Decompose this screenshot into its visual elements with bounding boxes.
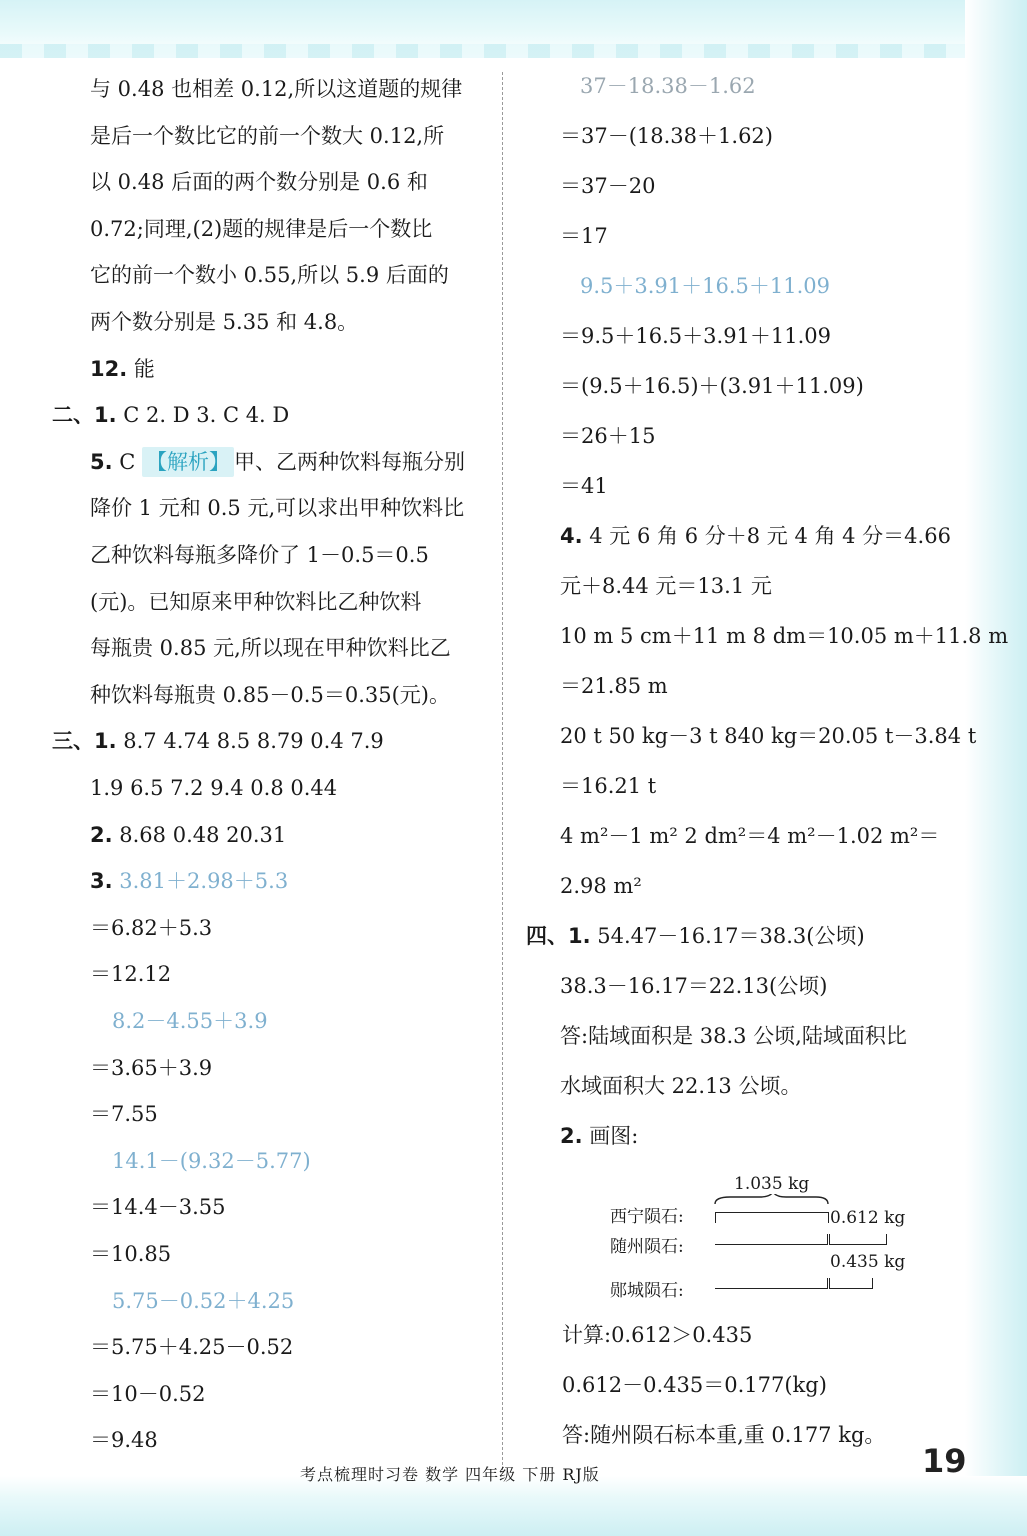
t-segment: 答:陆域面积是 38.3 公顷,陆域面积比 — [560, 1024, 907, 1048]
t-segment: 两个数分别是 5.35 和 4.8。 — [90, 310, 359, 334]
t-segment: 计算:0.612＞0.435 — [562, 1323, 753, 1347]
t-segment: ＝10－0.52 — [90, 1381, 206, 1406]
text-line — [580, 271, 830, 301]
t-segment: ＝3.65＋3.9 — [90, 1055, 213, 1080]
t-segment: 10 m 5 cm＋11 m 8 dm＝10.05 m＋11.8 m — [560, 624, 1009, 648]
t-segment: 4 m²－1 m² 2 dm²＝4 m²－1.02 m²＝ — [560, 824, 940, 848]
right-decoration — [965, 0, 1027, 1536]
text-line — [560, 621, 1008, 651]
p-segment: 二、 — [52, 403, 94, 428]
text-line — [90, 121, 444, 151]
t-segment: ＝14.4－3.55 — [90, 1195, 226, 1220]
t-segment: 54.47－16.17＝38.3(公顷) — [590, 924, 865, 948]
t-segment: ＝17 — [560, 224, 608, 248]
text-line — [560, 1071, 801, 1101]
n-segment: 3. — [90, 869, 113, 894]
t-segment: C — [112, 449, 143, 474]
column-divider — [502, 72, 503, 1470]
text-line — [90, 74, 462, 104]
p-segment: 三、 — [52, 729, 94, 754]
text-line — [90, 540, 429, 570]
n-segment: 2. — [90, 822, 113, 847]
text-line — [560, 771, 656, 801]
n-segment: 12. — [90, 356, 128, 381]
t-segment: 答:随州陨石标本重,重 0.177 kg。 — [562, 1423, 886, 1447]
t-segment: 它的前一个数小 0.55,所以 5.9 后面的 — [90, 263, 449, 288]
text-line — [560, 171, 655, 201]
t-segment: 0.612－0.435＝0.177(kg) — [562, 1373, 827, 1397]
t-segment: ＝12.12 — [90, 962, 172, 987]
text-line — [560, 871, 642, 901]
text-line — [90, 214, 432, 244]
t-segment: ＝21.85 m — [560, 674, 668, 698]
t-segment: ＝7.55 — [90, 1102, 158, 1127]
text-line — [112, 1006, 268, 1036]
t-segment: 水域面积大 22.13 公顷。 — [560, 1074, 802, 1098]
bar-yuncheng-extra — [829, 1278, 873, 1289]
t-segment: 乙种饮料每瓶多降价了 1－0.5＝0.5 — [90, 543, 429, 567]
text-line — [560, 1021, 907, 1051]
text-line — [90, 307, 358, 337]
text-line — [90, 587, 421, 617]
b-segment: 3.81＋2.98＋5.3 — [112, 869, 289, 894]
text-line — [526, 921, 865, 951]
bar-xining — [715, 1212, 829, 1223]
row-label-xining: 西宁陨石: — [610, 1207, 684, 1227]
b-segment: 14.1－(9.32－5.77) — [112, 1148, 311, 1173]
n-segment: 1. — [94, 729, 117, 754]
diff-label-1: 0.612 kg — [830, 1208, 906, 1228]
t-segment: 降价 1 元和 0.5 元,可以求出甲种饮料比 — [90, 496, 465, 521]
t-segment: 38.3－16.17＝22.13(公顷) — [560, 974, 828, 998]
text-line — [560, 421, 655, 451]
text-line — [90, 1379, 205, 1409]
b-segment: 9.5＋3.91＋16.5＋11.09 — [580, 274, 831, 298]
text-line — [560, 721, 976, 751]
text-line — [580, 71, 756, 101]
text-line — [112, 1146, 311, 1176]
g-segment: 37－18.38－1.62 — [580, 74, 756, 98]
t-segment: 是后一个数比它的前一个数大 0.12,所 — [90, 123, 445, 148]
t-segment: 20 t 50 kg－3 t 840 kg＝20.05 t－3.84 t — [560, 724, 977, 748]
t-segment: 8.7 4.74 8.5 8.79 0.4 7.9 — [116, 729, 384, 754]
t2-segment: 甲、乙两种饮料每瓶分别 — [234, 449, 466, 474]
text-line — [90, 773, 337, 803]
text-line — [562, 1320, 752, 1350]
text-line — [560, 821, 939, 851]
text-line — [90, 633, 451, 663]
n-segment: 5. — [90, 449, 113, 474]
t-segment: ＝10.85 — [90, 1242, 172, 1266]
diff-label-2: 0.435 kg — [830, 1252, 906, 1272]
n-segment: 4. — [560, 524, 583, 548]
row-label-yuncheng: 郧城陨石: — [610, 1281, 684, 1301]
tag-segment: 【解析】 — [142, 447, 234, 477]
text-line — [560, 521, 951, 551]
text-line — [90, 680, 450, 710]
b-segment: 5.75－0.52＋4.25 — [112, 1288, 295, 1313]
bar-suizhou-extra — [829, 1234, 887, 1245]
text-line — [560, 121, 773, 151]
t-segment: 与 0.48 也相差 0.12,所以这道题的规律 — [90, 77, 463, 101]
text-line — [90, 866, 288, 896]
t-segment: 每瓶贵 0.85 元,所以现在甲种饮料比乙 — [90, 636, 451, 661]
meteorite-diagram — [610, 1172, 910, 1302]
page-number: 19 — [922, 1442, 967, 1480]
t-segment: 画图: — [582, 1124, 639, 1148]
t-segment: ＝41 — [560, 474, 608, 498]
t-segment: (元)。已知原来甲种饮料比乙种饮料 — [90, 589, 422, 614]
t-segment: ＝6.82＋5.3 — [90, 915, 213, 940]
footer-title: 考点梳理时习卷 数学 四年级 下册 RJ版 — [300, 1465, 600, 1484]
text-line — [90, 820, 286, 850]
bar-yuncheng — [715, 1278, 828, 1289]
text-line — [90, 447, 465, 477]
b-segment: 8.2－4.55＋3.9 — [112, 1009, 268, 1033]
bar-suizhou — [715, 1234, 828, 1245]
text-line — [90, 1192, 226, 1222]
t-segment: 1.9 6.5 7.2 9.4 0.8 0.44 — [90, 776, 338, 800]
row-label-suizhou: 随州陨石: — [610, 1237, 684, 1257]
p-segment: 四、 — [526, 924, 568, 948]
t-segment: C 2. D 3. C 4. D — [116, 403, 290, 428]
text-line — [560, 971, 827, 1001]
t-segment: 元＋8.44 元＝13.1 元 — [560, 574, 772, 598]
n-segment: 1. — [568, 924, 591, 948]
text-line — [560, 471, 608, 501]
text-line — [90, 1425, 158, 1455]
text-line — [90, 1053, 212, 1083]
t-segment: ＝37－(18.38＋1.62) — [560, 124, 773, 148]
t-segment: 4 元 6 角 6 分＋8 元 4 角 4 分＝4.66 — [582, 524, 951, 548]
text-line — [560, 221, 608, 251]
t-segment: ＝26＋15 — [560, 424, 656, 448]
text-line — [90, 913, 212, 943]
t-segment: ＝(9.5＋16.5)＋(3.91＋11.09) — [560, 374, 864, 398]
t-segment: ＝16.21 t — [560, 774, 657, 798]
text-line — [90, 167, 428, 197]
text-line — [560, 371, 864, 401]
text-line — [560, 321, 831, 351]
total-weight-label: 1.035 kg — [734, 1174, 810, 1194]
top-decoration — [0, 0, 1027, 58]
t-segment: 种饮料每瓶贵 0.85－0.5＝0.35(元)。 — [90, 682, 450, 707]
text-line — [90, 493, 464, 523]
bottom-decoration — [0, 1476, 1027, 1536]
t-segment: ＝9.5＋16.5＋3.91＋11.09 — [560, 324, 832, 348]
text-line — [52, 400, 289, 430]
text-line — [90, 959, 171, 989]
text-line — [90, 260, 449, 290]
text-line — [90, 1239, 171, 1269]
text-line — [560, 571, 772, 601]
text-line — [562, 1420, 885, 1450]
text-line — [90, 1099, 158, 1129]
t-segment: 以 0.48 后面的两个数分别是 0.6 和 — [90, 170, 428, 195]
text-line — [562, 1370, 827, 1400]
text-line — [112, 1286, 294, 1316]
t-segment: ＝5.75＋4.25－0.52 — [90, 1335, 294, 1360]
n-segment: 1. — [94, 403, 117, 428]
t-segment: 0.72;同理,(2)题的规律是后一个数比 — [90, 216, 433, 241]
text-line — [560, 1121, 638, 1151]
text-line — [560, 671, 668, 701]
t-segment: ＝9.48 — [90, 1428, 158, 1453]
n-segment: 2. — [560, 1124, 583, 1148]
t-segment: 能 — [127, 356, 155, 381]
text-line — [52, 726, 384, 756]
text-line — [90, 354, 155, 384]
t-segment: 8.68 0.48 20.31 — [112, 822, 287, 847]
t-segment: ＝37－20 — [560, 174, 656, 198]
text-line — [90, 1332, 293, 1362]
t-segment: 2.98 m² — [560, 874, 642, 898]
